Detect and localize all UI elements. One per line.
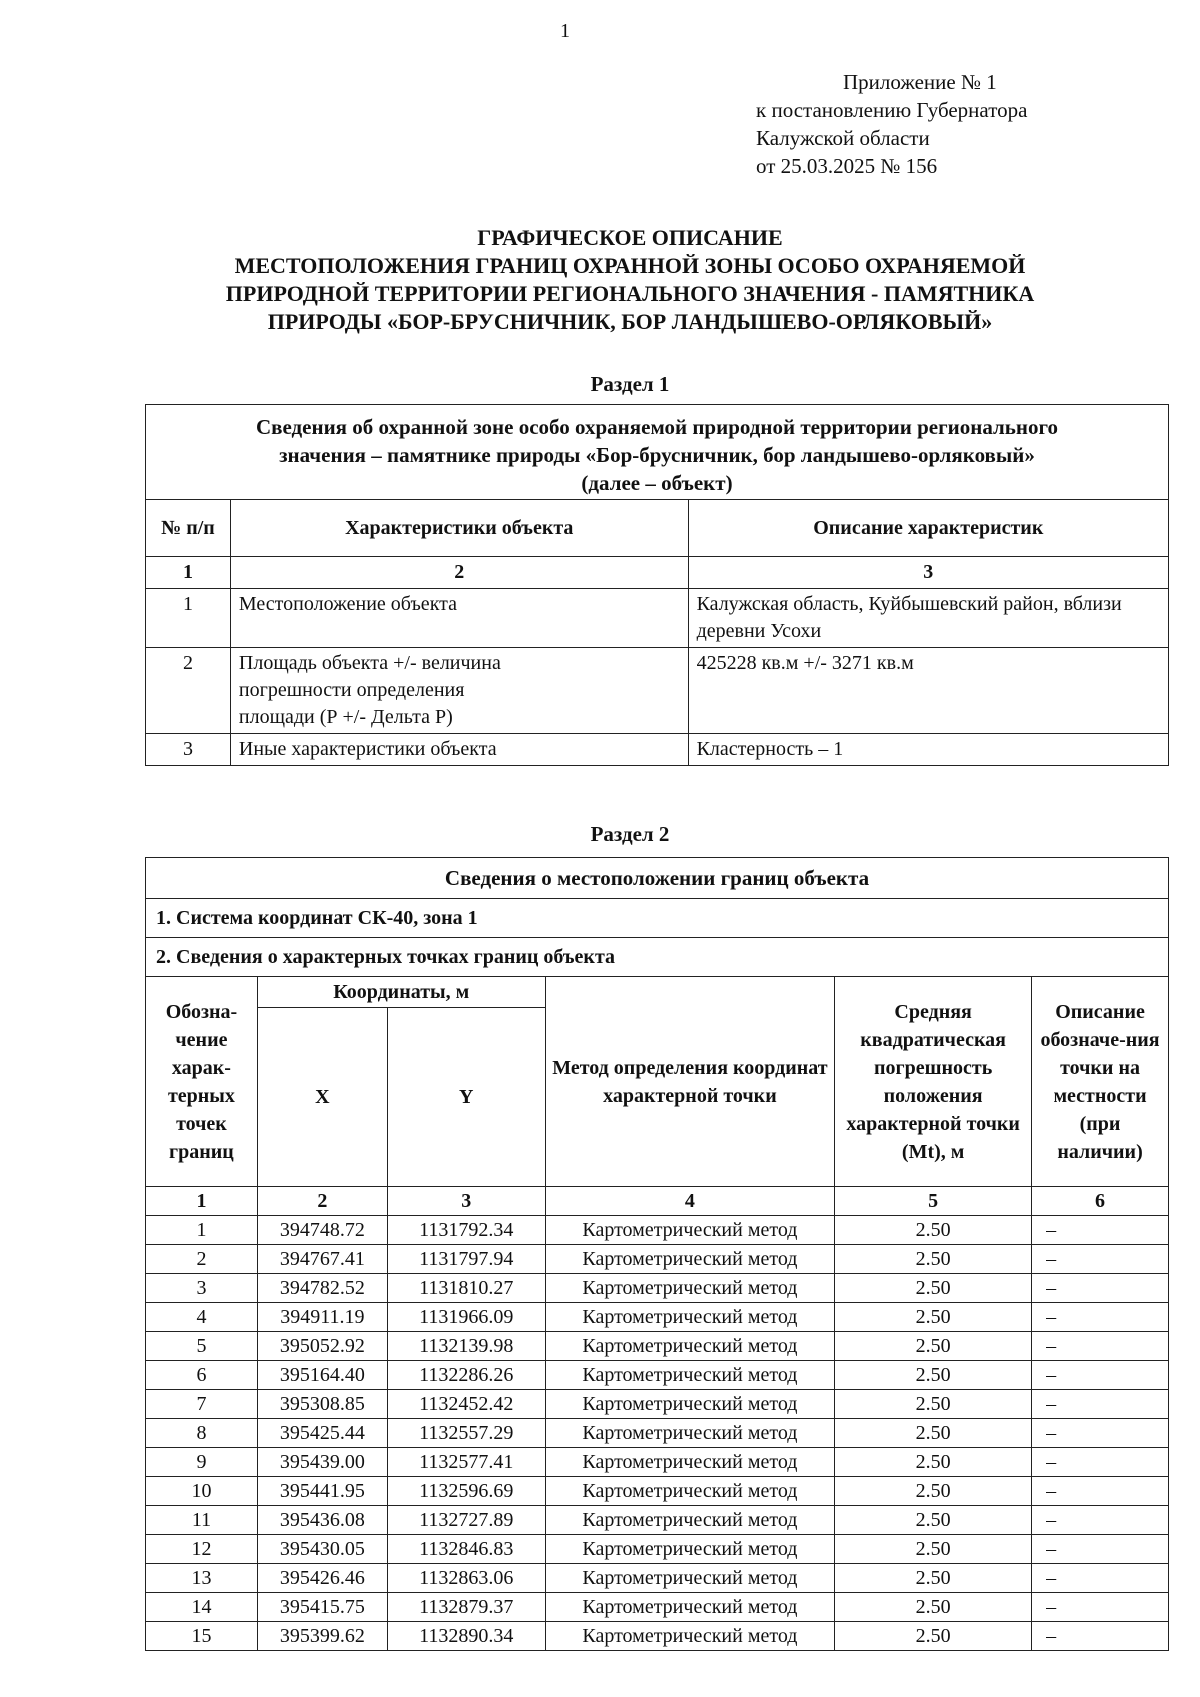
coord-y: 1131810.27 — [387, 1274, 545, 1303]
coord-y: 1132863.06 — [387, 1564, 545, 1593]
error-value: 2.50 — [835, 1390, 1032, 1419]
method: Картометрический метод — [545, 1216, 835, 1245]
table-row — [146, 1535, 1169, 1564]
error-value: 2.50 — [835, 1622, 1032, 1651]
method: Картометрический метод — [545, 1332, 835, 1361]
coord-y: 1131792.34 — [387, 1216, 545, 1245]
coord-x: 395439.00 — [257, 1448, 387, 1477]
caption-line: значения – памятнике природы «Бор-брусничник, бор ландышево-орляковый» — [279, 443, 1035, 467]
table-row — [146, 1448, 1169, 1477]
coord-y: 1132452.42 — [387, 1390, 545, 1419]
coord-y: 1132879.37 — [387, 1593, 545, 1622]
error-value: 2.50 — [835, 1448, 1032, 1477]
table-row — [146, 1303, 1169, 1332]
header-coordinates: Координаты, м — [257, 977, 545, 1008]
table-row — [146, 1332, 1169, 1361]
caption-line: Сведения об охранной зоне особо охраняемой природной территории регионального — [255, 415, 1059, 439]
point-description: – — [1032, 1477, 1169, 1506]
header-characteristics: Характеристики объекта — [230, 500, 688, 557]
appendix-line: Приложение № 1 — [843, 70, 997, 94]
header-point-description: Описание обозначе-ния точки на местности (при наличии) — [1032, 977, 1169, 1187]
header-description: Описание характеристик — [688, 500, 1168, 557]
point-number: 10 — [146, 1477, 258, 1506]
coord-x: 395425.44 — [257, 1419, 387, 1448]
coord-x: 395164.40 — [257, 1361, 387, 1390]
coord-x: 395415.75 — [257, 1593, 387, 1622]
error-value: 2.50 — [835, 1506, 1032, 1535]
point-description: – — [1032, 1245, 1169, 1274]
method: Картометрический метод — [545, 1245, 835, 1274]
header-y: Y — [387, 1008, 545, 1187]
col-number: 4 — [545, 1187, 835, 1216]
point-description: – — [1032, 1506, 1169, 1535]
col-number: 2 — [257, 1187, 387, 1216]
point-description: – — [1032, 1303, 1169, 1332]
table-row — [146, 1216, 1169, 1245]
method: Картометрический метод — [545, 1390, 835, 1419]
point-description: – — [1032, 1535, 1169, 1564]
row-description: 425228 кв.м +/- 3271 кв.м — [688, 648, 1168, 734]
row-name: Площадь объекта +/- величина погрешности определения площади (Р +/- Дельта Р) — [230, 648, 688, 734]
point-description: – — [1032, 1593, 1169, 1622]
table-row — [146, 1361, 1169, 1390]
error-value: 2.50 — [835, 1564, 1032, 1593]
point-description: – — [1032, 1274, 1169, 1303]
coord-y: 1132846.83 — [387, 1535, 545, 1564]
appendix-line: от 25.03.2025 № 156 — [756, 154, 938, 178]
error-value: 2.50 — [835, 1274, 1032, 1303]
error-value: 2.50 — [835, 1245, 1032, 1274]
col-number: 3 — [387, 1187, 545, 1216]
col-number: 6 — [1032, 1187, 1169, 1216]
point-number: 13 — [146, 1564, 258, 1593]
col-number: 1 — [146, 557, 231, 589]
point-description: – — [1032, 1361, 1169, 1390]
point-description: – — [1032, 1390, 1169, 1419]
title-line: ПРИРОДЫ «БОР-БРУСНИЧНИК, БОР ЛАНДЫШЕВО-ОРЛЯКОВЫЙ» — [267, 309, 993, 334]
point-number: 11 — [146, 1506, 258, 1535]
coord-y: 1131797.94 — [387, 1245, 545, 1274]
table-row — [146, 1390, 1169, 1419]
error-value: 2.50 — [835, 1332, 1032, 1361]
point-number: 15 — [146, 1622, 258, 1651]
coord-y: 1132577.41 — [387, 1448, 545, 1477]
title-line: ГРАФИЧЕСКОЕ ОПИСАНИЕ — [477, 225, 783, 250]
coord-y: 1132286.26 — [387, 1361, 545, 1390]
appendix-block — [756, 68, 1027, 180]
title-line: ПРИРОДНОЙ ТЕРРИТОРИИ РЕГИОНАЛЬНОГО ЗНАЧЕНИЯ - ПАМЯТНИКА — [225, 281, 1035, 306]
row-name: Местоположение объекта — [230, 589, 688, 648]
coord-x: 394782.52 — [257, 1274, 387, 1303]
coord-y: 1132139.98 — [387, 1332, 545, 1361]
coord-x: 395436.08 — [257, 1506, 387, 1535]
coord-x: 394767.41 — [257, 1245, 387, 1274]
row-number: 1 — [146, 589, 231, 648]
coord-x: 394748.72 — [257, 1216, 387, 1245]
coord-x: 394911.19 — [257, 1303, 387, 1332]
title-line: МЕСТОПОЛОЖЕНИЯ ГРАНИЦ ОХРАННОЙ ЗОНЫ ОСОБО ОХРАНЯЕМОЙ — [234, 253, 1026, 278]
col-number: 2 — [230, 557, 688, 589]
point-number: 7 — [146, 1390, 258, 1419]
method: Картометрический метод — [545, 1303, 835, 1332]
method: Картометрический метод — [545, 1564, 835, 1593]
header-error: Средняя квадратическая погрешность положения характерной точки (Мt), м — [835, 977, 1032, 1187]
coord-x: 395430.05 — [257, 1535, 387, 1564]
error-value: 2.50 — [835, 1593, 1032, 1622]
row-number: 2 — [146, 648, 231, 734]
coord-y: 1132557.29 — [387, 1419, 545, 1448]
point-description: – — [1032, 1622, 1169, 1651]
coord-x: 395441.95 — [257, 1477, 387, 1506]
points-caption: 2. Сведения о характерных точках границ объекта — [146, 938, 1169, 977]
appendix-line: к постановлению Губернатора — [756, 98, 1028, 122]
point-description: – — [1032, 1332, 1169, 1361]
row-number: 3 — [146, 734, 231, 766]
header-method: Метод определения координат характерной точки — [545, 977, 835, 1187]
point-number: 3 — [146, 1274, 258, 1303]
coord-x: 395052.92 — [257, 1332, 387, 1361]
table-row — [146, 734, 1169, 766]
coord-y: 1132596.69 — [387, 1477, 545, 1506]
table-row — [146, 1477, 1169, 1506]
method: Картометрический метод — [545, 1593, 835, 1622]
point-description: – — [1032, 1564, 1169, 1593]
point-description: – — [1032, 1419, 1169, 1448]
method: Картометрический метод — [545, 1419, 835, 1448]
points-body — [146, 1216, 1169, 1651]
appendix-line: Калужской области — [756, 126, 930, 150]
header-x: X — [257, 1008, 387, 1187]
coordinate-system: 1. Система координат СК-40, зона 1 — [146, 899, 1169, 938]
row-description: Калужская область, Куйбышевский район, вблизи деревни Усохи — [688, 589, 1168, 648]
table-row — [146, 1274, 1169, 1303]
error-value: 2.50 — [835, 1477, 1032, 1506]
method: Картометрический метод — [545, 1477, 835, 1506]
method: Картометрический метод — [545, 1535, 835, 1564]
table-row — [146, 1593, 1169, 1622]
boundary-points-table — [145, 857, 1169, 1651]
method: Картометрический метод — [545, 1622, 835, 1651]
section-1-title: Раздел 1 — [590, 372, 670, 396]
method: Картометрический метод — [545, 1274, 835, 1303]
table-row — [146, 1622, 1169, 1651]
error-value: 2.50 — [835, 1535, 1032, 1564]
point-number: 14 — [146, 1593, 258, 1622]
method: Картометрический метод — [545, 1361, 835, 1390]
coord-y: 1132890.34 — [387, 1622, 545, 1651]
table-row — [146, 1506, 1169, 1535]
table-row — [146, 1419, 1169, 1448]
point-number: 9 — [146, 1448, 258, 1477]
point-description: – — [1032, 1216, 1169, 1245]
point-number: 1 — [146, 1216, 258, 1245]
error-value: 2.50 — [835, 1361, 1032, 1390]
point-number: 6 — [146, 1361, 258, 1390]
caption-line: (далее – объект) — [581, 471, 733, 495]
row-name: Иные характеристики объекта — [230, 734, 688, 766]
coord-x: 395399.62 — [257, 1622, 387, 1651]
table-row — [146, 1564, 1169, 1593]
object-info-table — [145, 404, 1169, 766]
table-row — [146, 589, 1169, 648]
header-number: № п/п — [146, 500, 231, 557]
document-title — [150, 224, 1110, 336]
error-value: 2.50 — [835, 1216, 1032, 1245]
coord-x: 395308.85 — [257, 1390, 387, 1419]
col-number: 5 — [835, 1187, 1032, 1216]
section-2-title: Раздел 2 — [590, 822, 670, 846]
error-value: 2.50 — [835, 1419, 1032, 1448]
point-number: 8 — [146, 1419, 258, 1448]
coord-y: 1131966.09 — [387, 1303, 545, 1332]
table-row — [146, 648, 1169, 734]
object-info-caption — [146, 405, 1169, 500]
error-value: 2.50 — [835, 1303, 1032, 1332]
coord-x: 395426.46 — [257, 1564, 387, 1593]
point-number: 12 — [146, 1535, 258, 1564]
page-number: 1 — [560, 20, 570, 42]
header-designation: Обозна-чение харак-терных точек границ — [146, 977, 258, 1187]
method: Картометрический метод — [545, 1448, 835, 1477]
table-row — [146, 1245, 1169, 1274]
col-number: 1 — [146, 1187, 258, 1216]
point-description: – — [1032, 1448, 1169, 1477]
point-number: 4 — [146, 1303, 258, 1332]
point-number: 5 — [146, 1332, 258, 1361]
row-description: Кластерность – 1 — [688, 734, 1168, 766]
boundary-caption: Сведения о местоположении границ объекта — [146, 858, 1169, 899]
point-number: 2 — [146, 1245, 258, 1274]
method: Картометрический метод — [545, 1506, 835, 1535]
coord-y: 1132727.89 — [387, 1506, 545, 1535]
col-number: 3 — [688, 557, 1168, 589]
